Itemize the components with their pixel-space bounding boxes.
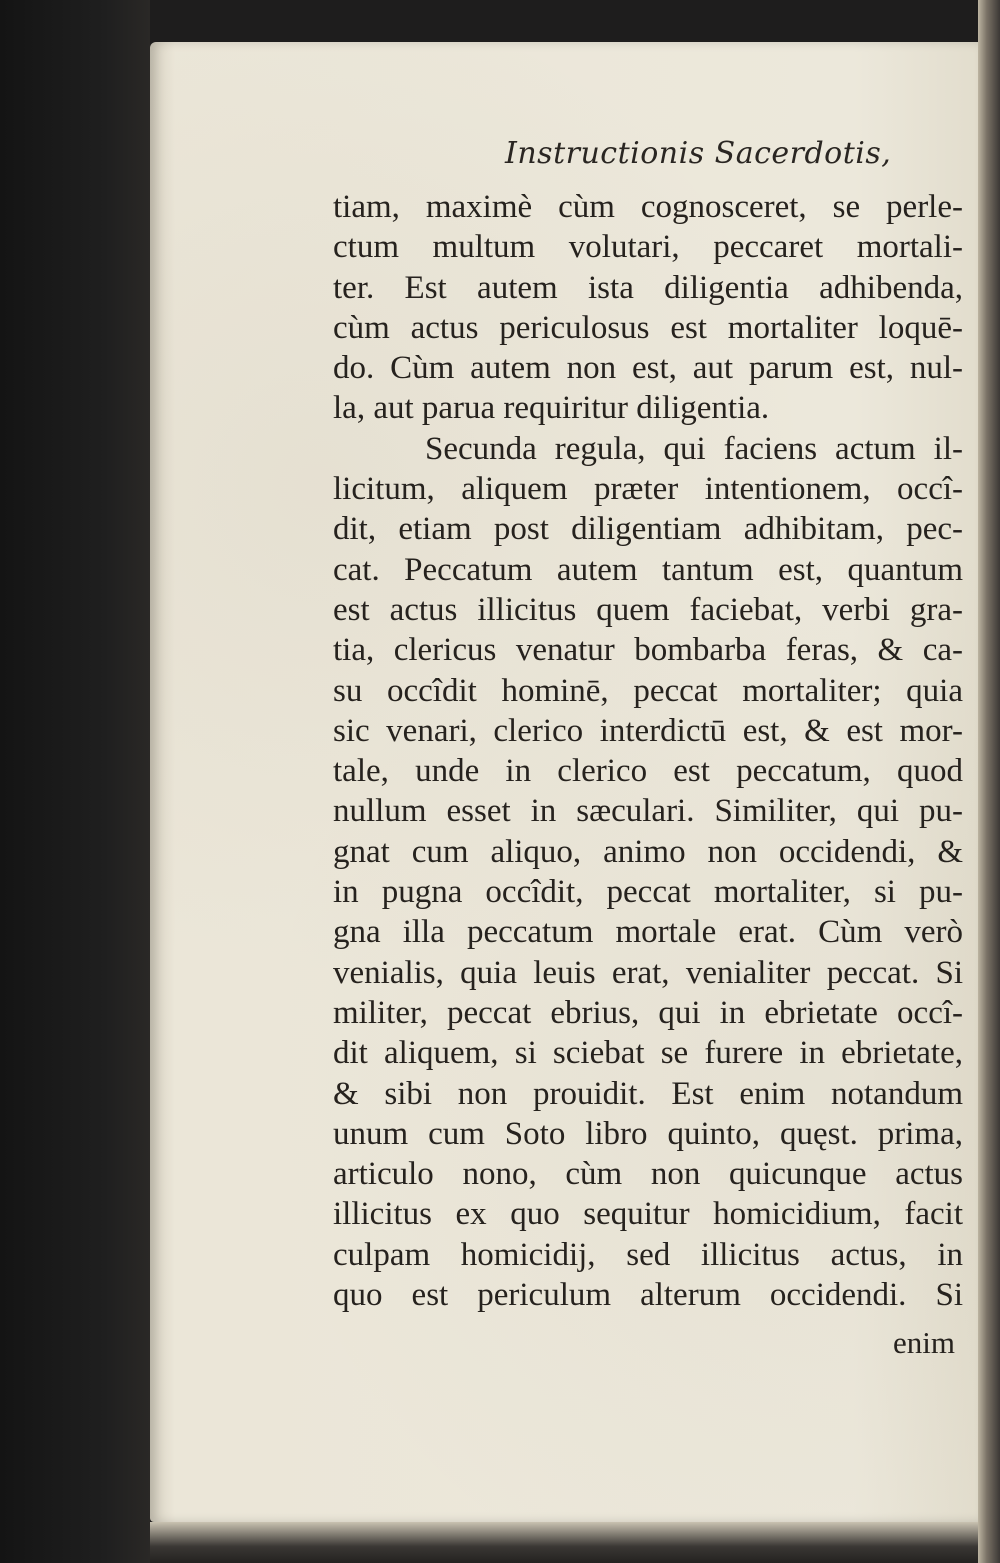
page-bottom-edge — [150, 1522, 978, 1563]
text-line: est actus illicitus quem faciebat, verbi gra- — [333, 591, 963, 628]
text-line: su occîdit hominē, peccat mortaliter; quia — [333, 672, 963, 709]
text-line: licitum, aliquem præter intentionem, occî- — [333, 471, 963, 508]
text-line: ter. Est autem ista diligentia adhibenda, — [333, 269, 963, 306]
text-line: in pugna occîdit, peccat mortaliter, si pu- — [333, 874, 963, 911]
text-line: do. Cùm autem non est, aut parum est, nul- — [333, 350, 963, 387]
text-line: & sibi non prouidit. Est enim notandum — [333, 1075, 963, 1112]
text-line: culpam homicidij, sed illicitus actus, in — [333, 1236, 963, 1273]
text-line: dit, etiam post diligentiam adhibitam, pec- — [333, 511, 963, 548]
text-line: Secunda regula, qui faciens actum il- — [425, 430, 963, 467]
body-text — [333, 187, 963, 1315]
text-line: ctum multum volutari, peccaret mortali- — [333, 229, 963, 266]
text-line: nullum esset in sæculari. Similiter, qui pu- — [333, 793, 963, 830]
text-line: tiam, maximè cùm cognosceret, se perle- — [333, 189, 963, 225]
text-line: tia, clericus venatur bombarba feras, & ca- — [333, 632, 963, 669]
text-line: unum cum Soto libro quinto, quęst. prima, — [333, 1115, 963, 1152]
text-line: militer, peccat ebrius, qui in ebrietate occî- — [333, 994, 963, 1031]
text-line: sic venari, clerico interdictū est, & est mor- — [333, 712, 963, 749]
text-line: dit aliquem, si sciebat se furere in ebrietate, — [333, 1035, 963, 1072]
text-line: gnat cum aliquo, animo non occidendi, & — [333, 833, 963, 870]
page-edge — [978, 0, 1000, 1563]
running-head: Instructionis Sacerdotis, — [505, 136, 892, 171]
book-gutter-shadow — [0, 0, 150, 1563]
text-line: articulo nono, cùm non quicunque actus — [333, 1156, 963, 1193]
catchword: enim — [893, 1325, 955, 1360]
text-line: cùm actus periculosus est mortaliter loquē- — [333, 309, 963, 346]
text-line: quo est periculum alterum occidendi. Si — [333, 1277, 963, 1314]
text-line: cat. Peccatum autem tantum est, quantum — [333, 551, 963, 588]
text-line: venialis, quia leuis erat, venialiter peccat. Si — [333, 954, 963, 991]
text-line: illicitus ex quo sequitur homicidium, facit — [333, 1196, 963, 1233]
text-line: la, aut parua requiritur diligentia. — [333, 390, 770, 427]
text-line: gna illa peccatum mortale erat. Cùm verò — [333, 914, 963, 951]
text-line: tale, unde in clerico est peccatum, quod — [333, 753, 963, 790]
